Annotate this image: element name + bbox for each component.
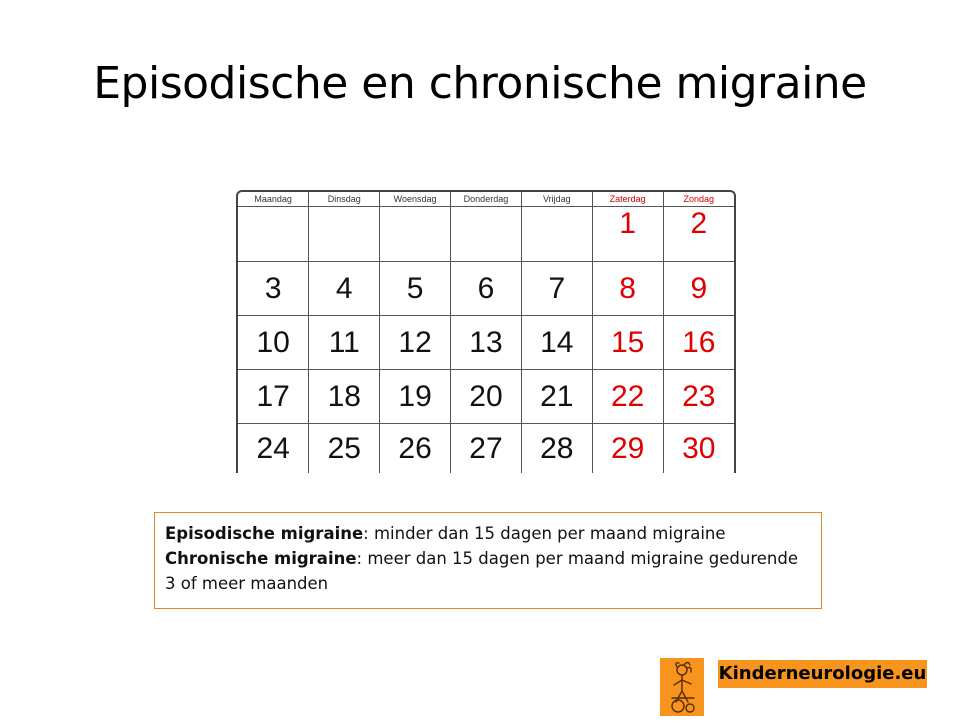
calendar-week-row <box>238 370 734 424</box>
day-cell: 9 <box>663 262 734 316</box>
child-figure-icon <box>660 658 704 716</box>
day-cell: 13 <box>451 316 522 370</box>
day-cell: 28 <box>521 424 592 474</box>
day-cell: 16 <box>663 316 734 370</box>
day-header-woensdag: Woensdag <box>380 192 451 207</box>
calendar-week-row <box>238 316 734 370</box>
day-cell: 6 <box>451 262 522 316</box>
day-cell: 25 <box>309 424 380 474</box>
day-header-maandag: Maandag <box>238 192 309 207</box>
day-cell: 20 <box>451 370 522 424</box>
day-cell: 19 <box>380 370 451 424</box>
definition-box <box>154 512 822 609</box>
slide-title: Episodische en chronische migraine <box>93 58 867 109</box>
day-cell: 22 <box>592 370 663 424</box>
day-cell: 24 <box>238 424 309 474</box>
day-cell: 27 <box>451 424 522 474</box>
episodic-definition <box>165 521 811 546</box>
logo-text: Kinderneurologie.eu <box>718 660 927 688</box>
day-header-zondag: Zondag <box>663 192 734 207</box>
chronic-text: : meer dan 15 dagen per maand migraine gedurende 3 of meer maanden <box>165 549 798 593</box>
day-cell: 5 <box>380 262 451 316</box>
calendar-header-row <box>238 192 734 207</box>
day-header-dinsdag: Dinsdag <box>309 192 380 207</box>
day-cell: 17 <box>238 370 309 424</box>
calendar-week-row <box>238 262 734 316</box>
day-header-vrijdag: Vrijdag <box>521 192 592 207</box>
day-cell: 30 <box>682 432 716 465</box>
day-cell <box>451 207 522 262</box>
day-cell: 11 <box>309 316 380 370</box>
day-cell: 10 <box>238 316 309 370</box>
calendar-week-row <box>238 424 734 474</box>
day-cell <box>521 207 592 262</box>
day-cell: 2 <box>663 207 734 262</box>
day-cell: 18 <box>309 370 380 424</box>
day-cell: 8 <box>592 262 663 316</box>
episodic-text: : minder dan 15 dagen per maand migraine <box>363 524 726 543</box>
day-cell: 26 <box>380 424 451 474</box>
day-cell: 1 <box>592 207 663 262</box>
day-cell <box>238 207 309 262</box>
day-cell: 14 <box>521 316 592 370</box>
day-cell: 23 <box>663 370 734 424</box>
calendar <box>236 190 736 473</box>
chronic-term: Chronische migraine <box>165 549 357 568</box>
day-cell: 12 <box>380 316 451 370</box>
day-cell: 4 <box>309 262 380 316</box>
day-header-zaterdag: Zaterdag <box>592 192 663 207</box>
day-cell: 7 <box>521 262 592 316</box>
day-header-donderdag: Donderdag <box>451 192 522 207</box>
calendar-week-row <box>238 207 734 262</box>
day-cell <box>309 207 380 262</box>
day-cell <box>380 207 451 262</box>
episodic-term: Episodische migraine <box>165 524 364 543</box>
calendar-table <box>238 192 734 473</box>
day-cell: 3 <box>238 262 309 316</box>
day-cell: 29 <box>592 424 663 474</box>
day-cell: 21 <box>521 370 592 424</box>
day-cell: 15 <box>592 316 663 370</box>
chronic-definition <box>165 546 811 596</box>
